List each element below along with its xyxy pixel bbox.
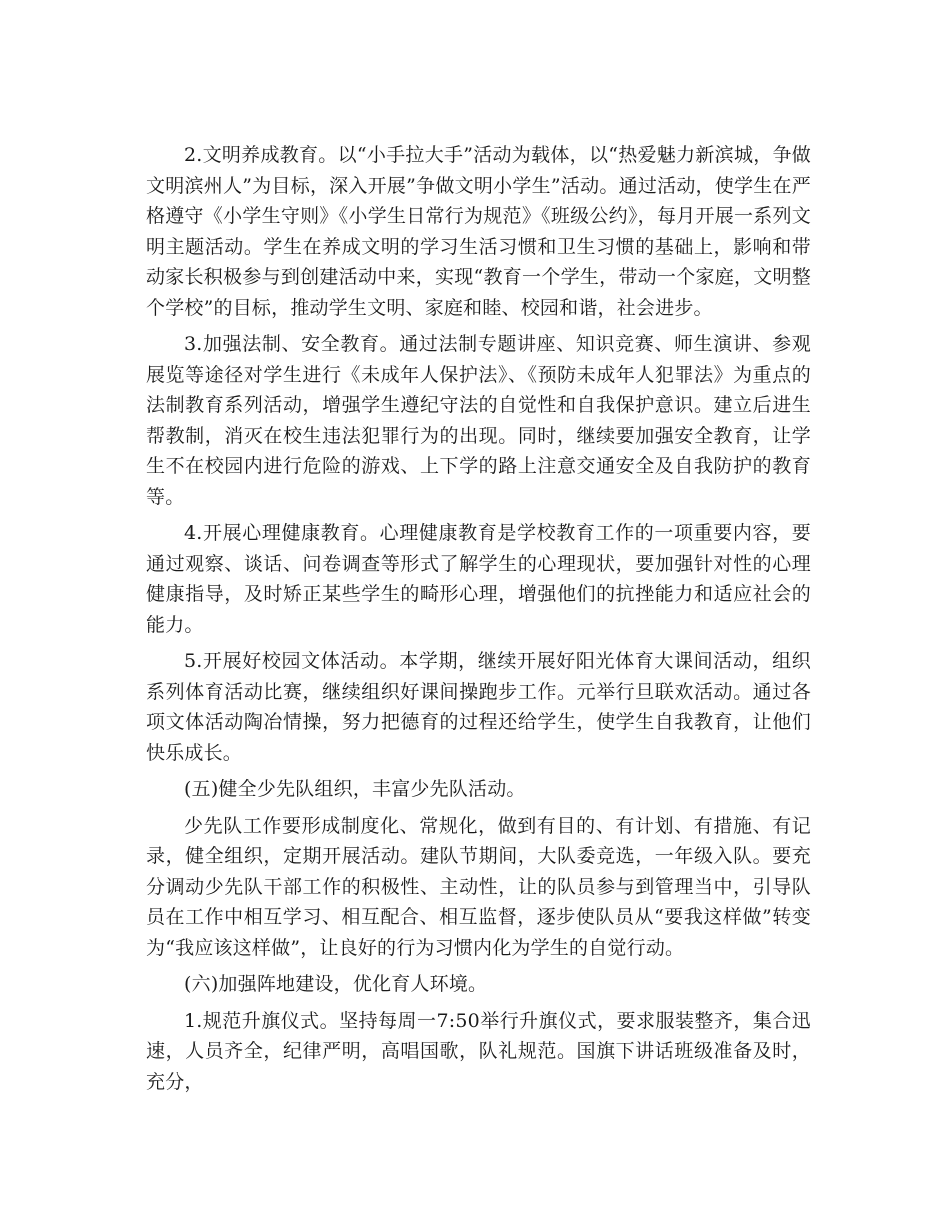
section-heading-young-pioneers: (五)健全少先队组织，丰富少先队活动。 xyxy=(184,778,526,800)
paragraph-civility-education: 2.文明养成教育。以“小手拉大手”活动为载体，以“热爱魅力新滨城，争做文明滨州人”为目标，深入开展”争做文明小学生”活动。通过活动，使学生在严格遵守《小学生守则》《小学生日常行为规范》《班级公约》，每月开展一系列文明主题活动。学生在养成文明的学习生活习惯和卫生习惯的基础上，影响和带动家长积极参与到创建活动中来，实现“教育一个学生，带动一个家庭，文明整个学校”的目标，推动学生文明、家庭和睦、校园和谐，社会进步。 xyxy=(146,144,811,319)
section-heading-environment: (六)加强阵地建设，优化育人环境。 xyxy=(184,973,488,995)
paragraph-mental-health-education: 4.开展心理健康教育。心理健康教育是学校教育工作的一项重要内容，要通过观察、谈话、问卷调查等形式了解学生的心理现状，要加强针对性的心理健康指导，及时矫正某些学生的畸形心理，增强他们的抗挫能力和适应社会的能力。 xyxy=(146,522,811,636)
paragraph-flag-ceremony: 1.规范升旗仪式。坚持每周一7:50举行升旗仪式，要求服装整齐，集合迅速，人员齐全，纪律严明，高唱国歌，队礼规范。国旗下讲话班级准备及时，充分， xyxy=(146,1009,811,1093)
paragraph-young-pioneers-work: 少先队工作要形成制度化、常规化，做到有目的、有计划、有措施、有记录，健全组织，定期开展活动。建队节期间，大队委竞选，一年级入队。要充分调动少先队干部工作的积极性、主动性，让的队员参与到管理当中，引导队员在工作中相互学习、相互配合、相互监督，逐步使队员从“要我这样做”转变为“我应该这样做”，让良好的行为习惯内化为学生的自觉行动。 xyxy=(146,814,811,959)
document-body xyxy=(146,140,811,1103)
paragraph-legal-safety-education: 3.加强法制、安全教育。通过法制专题讲座、知识竞赛、师生演讲、参观展览等途径对学生进行《未成年人保护法》、《预防未成年人犯罪法》为重点的法制教育系列活动，增强学生遵纪守法的自觉性和自我保护意识。建立后进生帮教制，消灭在校生违法犯罪行为的出现。同时，继续要加强安全教育，让学生不在校园内进行危险的游戏、上下学的路上注意交通安全及自我防护的教育等。 xyxy=(146,333,811,508)
paragraph-campus-activities: 5.开展好校园文体活动。本学期，继续开展好阳光体育大课间活动，组织系列体育活动比赛，继续组织好课间操跑步工作。元举行旦联欢活动。通过各项文体活动陶冶情操，努力把德育的过程还给学生，使学生自我教育，让他们快乐成长。 xyxy=(146,650,811,764)
